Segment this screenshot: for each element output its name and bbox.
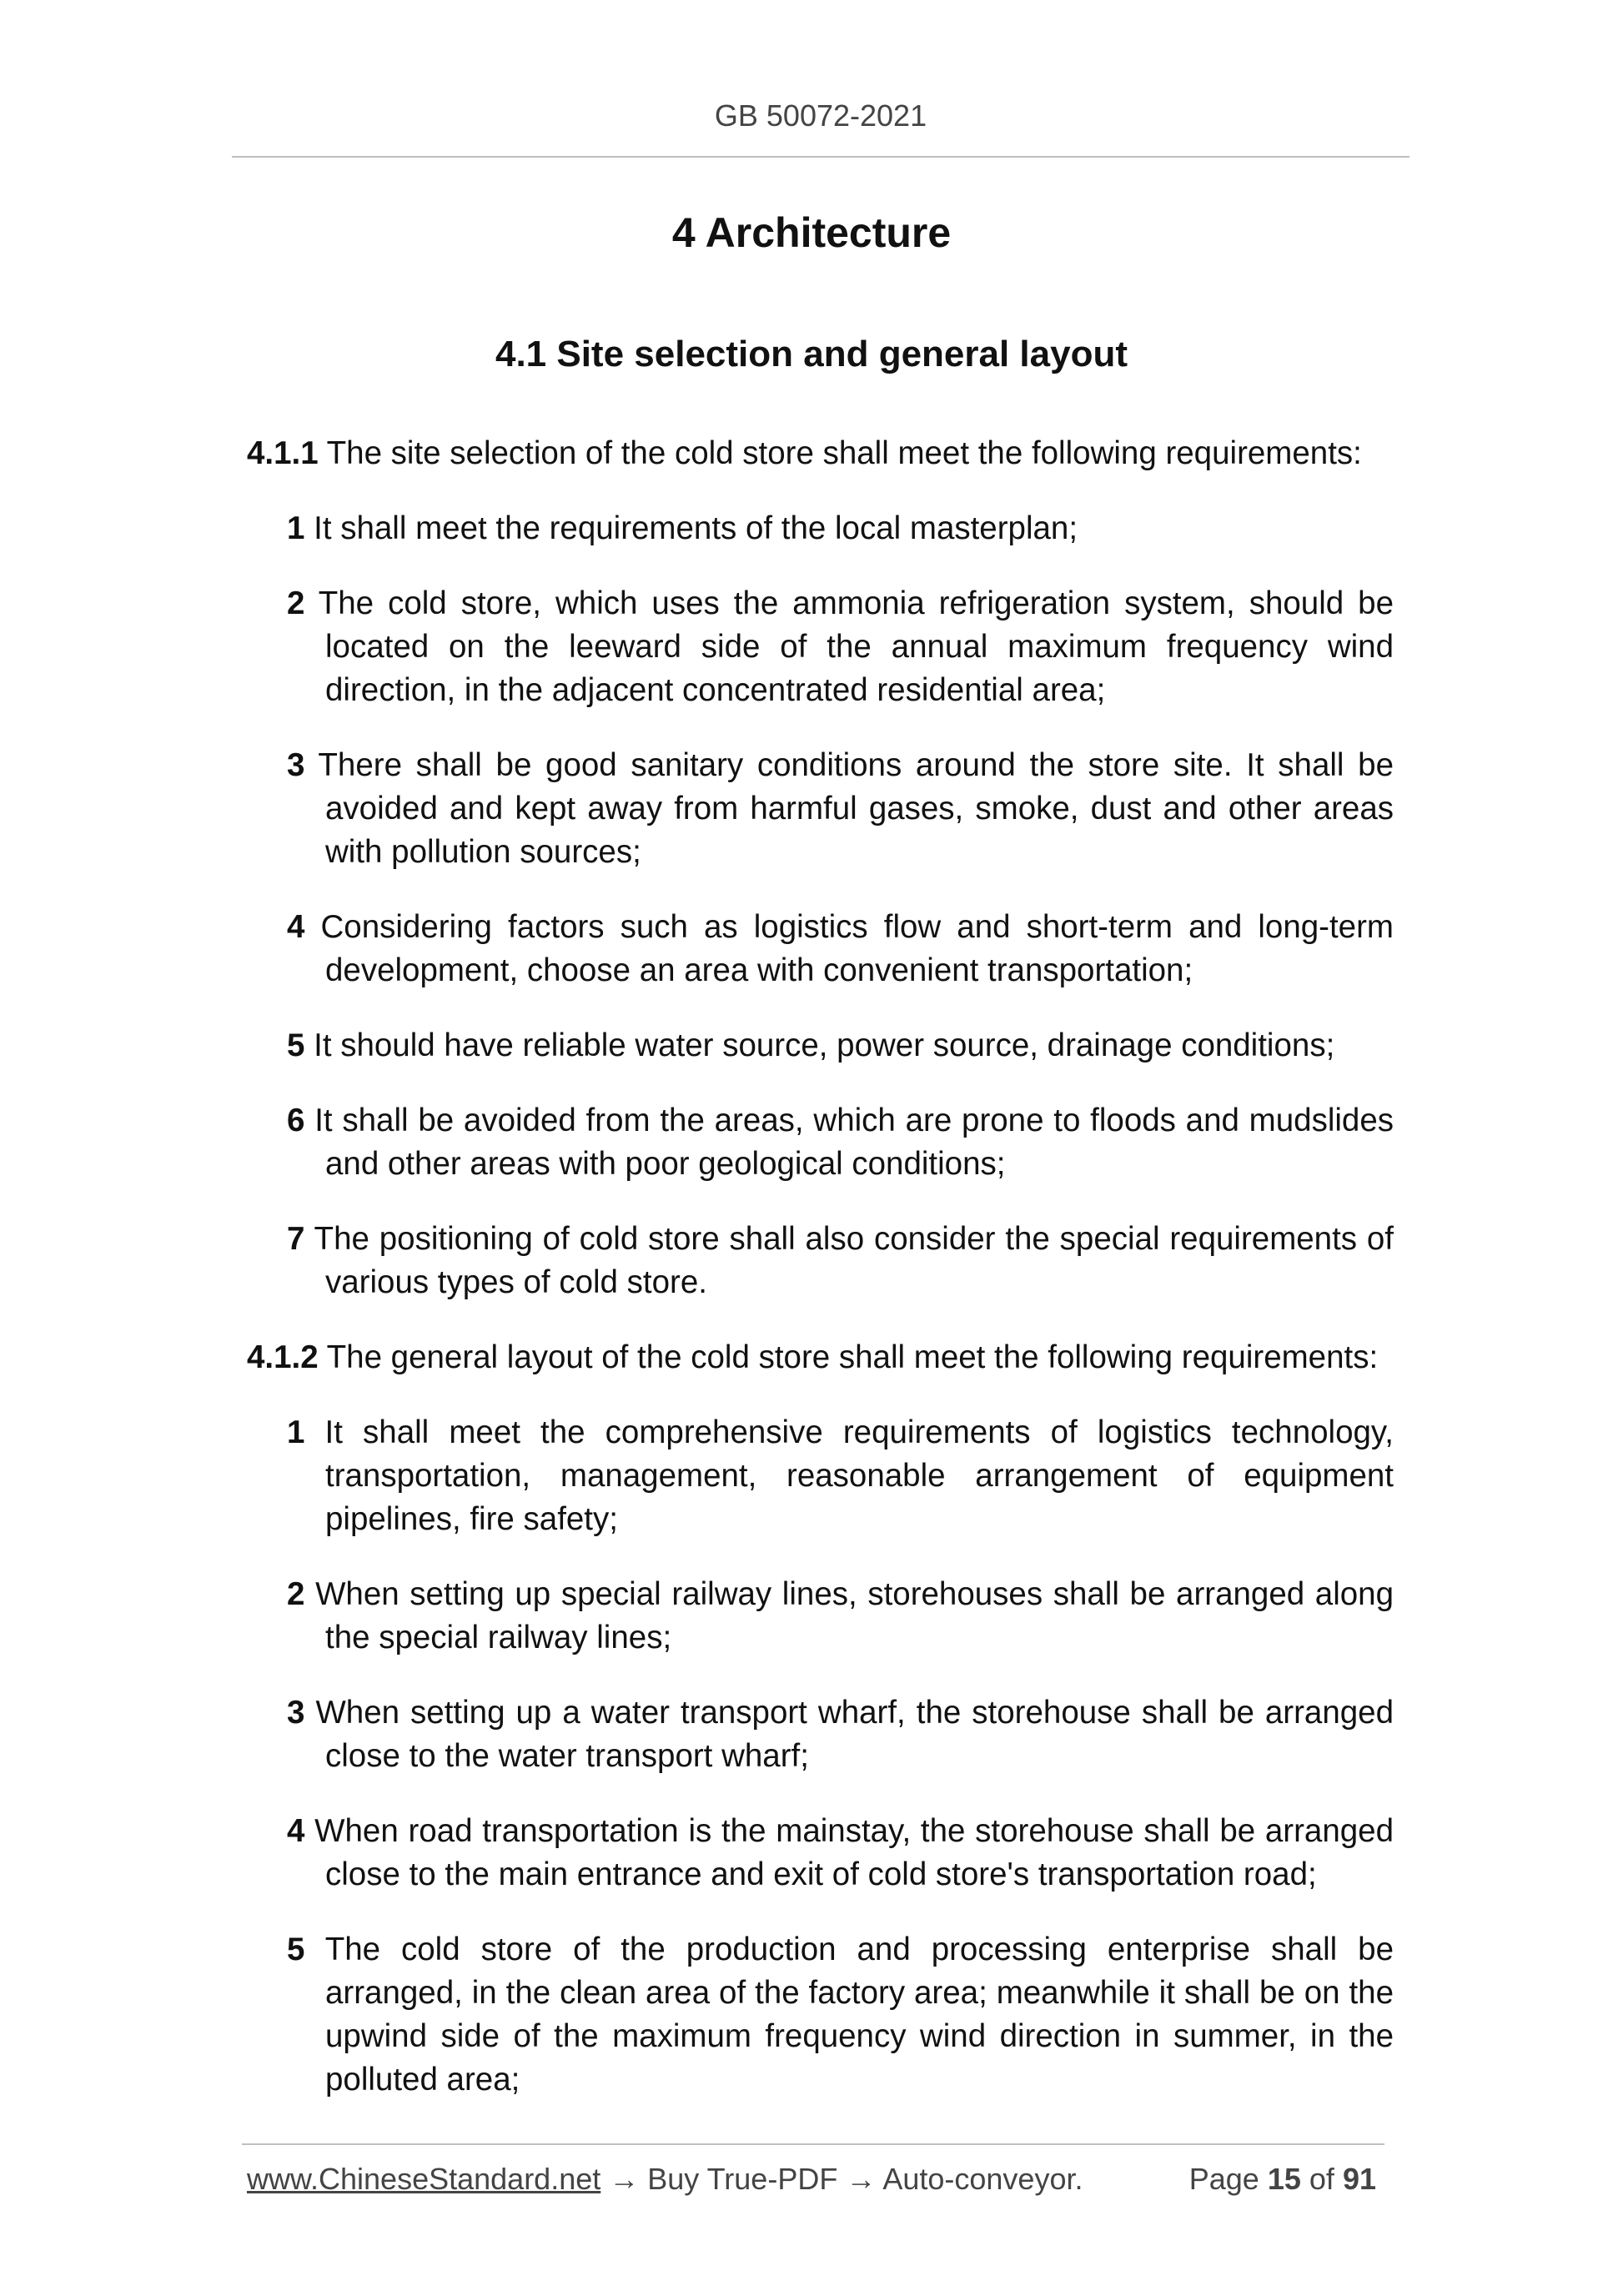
current-page-number: 15 (1267, 2162, 1301, 2196)
list-item (247, 1573, 1394, 1660)
clause-body (247, 432, 1394, 2133)
item-text: It should have reliable water source, power source, drainage conditions; (304, 1027, 1335, 1063)
item-text: The positioning of cold store shall also consider the special requirements of various types of cold store. (304, 1221, 1394, 1300)
item-text: The cold store, which uses the ammonia refrigeration system, should be located on the leeward side of the annual maximum frequency wind direction, in the adjacent concentrated residential area; (304, 585, 1394, 708)
section-title: 4.1 Site selection and general layout (495, 334, 1128, 374)
list-item (247, 1024, 1394, 1068)
list-item (247, 1691, 1394, 1778)
page-label: Page (1188, 2162, 1259, 2196)
item-number: 2 (287, 1576, 305, 1612)
item-text: The cold store of the production and processing enterprise shall be arranged, in the clean area of the factory area; meanwhile it shall be on the upwind side of the maximum frequency wind direction in summer, in the polluted area; (304, 1932, 1394, 2098)
list-item (247, 744, 1394, 874)
item-number: 2 (287, 585, 305, 621)
running-header: GB 50072-2021 (714, 98, 927, 133)
list-item (247, 1810, 1394, 1897)
item-number: 5 (287, 1027, 305, 1063)
item-text: There shall be good sanitary conditions around the store site. It shall be avoided and kept away from harmful gases, smoke, dust and other areas with pollution sources; (304, 747, 1394, 870)
list-item (247, 507, 1394, 550)
list-item (247, 582, 1394, 712)
footer-divider (242, 2143, 1384, 2145)
item-text: It shall meet the requirements of the local masterplan; (304, 510, 1078, 546)
item-number: 4 (287, 909, 305, 945)
page-footer (247, 2162, 1384, 2197)
item-text: It shall be avoided from the areas, which are prone to floods and mudslides and other areas with poor geological conditions; (304, 1103, 1394, 1182)
item-text: It shall meet the comprehensive requirements of logistics technology, transportation, management, reasonable arrangement of equipment pipelines, fire safety; (304, 1414, 1394, 1537)
list-item (247, 1099, 1394, 1186)
footer-trail-text: → Buy True-PDF → Auto-conveyor. (600, 2162, 1083, 2196)
item-text: When road transportation is the mainstay, the storehouse shall be arranged close to the main entrance and exit of cold store's transportation road; (304, 1813, 1394, 1892)
item-number: 6 (287, 1103, 305, 1138)
clause-text: The general layout of the cold store shall meet the following requirements: (318, 1339, 1379, 1375)
item-text: When setting up a water transport wharf, the storehouse shall be arranged close to the water transport wharf; (304, 1695, 1394, 1774)
item-text: When setting up special railway lines, storehouses shall be arranged along the special railway lines; (304, 1576, 1394, 1655)
clause-4-1-2 (247, 1336, 1394, 1379)
list-item (247, 906, 1394, 992)
total-page-number: 91 (1342, 2162, 1376, 2196)
website-link[interactable]: www.ChineseStandard.net (247, 2162, 601, 2196)
header-divider (232, 156, 1409, 158)
list-item (247, 1411, 1394, 1541)
list-item (247, 1928, 1394, 2102)
item-number: 1 (287, 510, 305, 546)
item-number: 3 (287, 1695, 305, 1731)
clause-number: 4.1.2 (247, 1339, 319, 1375)
item-text: Considering factors such as logistics flow and short-term and long-term development, choose an area with convenient transportation; (304, 909, 1394, 988)
item-number: 4 (287, 1813, 305, 1849)
item-number: 5 (287, 1932, 305, 1967)
item-number: 3 (287, 747, 305, 783)
item-number: 7 (287, 1221, 305, 1257)
page-indicator (1189, 2162, 1376, 2197)
list-item (247, 1218, 1394, 1304)
clause-4-1-1 (247, 432, 1394, 475)
chapter-title: 4 Architecture (671, 209, 952, 256)
item-number: 1 (287, 1414, 305, 1450)
clause-number: 4.1.1 (247, 435, 319, 471)
page-of-label: of (1309, 2162, 1334, 2196)
clause-text: The site selection of the cold store shall meet the following requirements: (318, 435, 1362, 471)
